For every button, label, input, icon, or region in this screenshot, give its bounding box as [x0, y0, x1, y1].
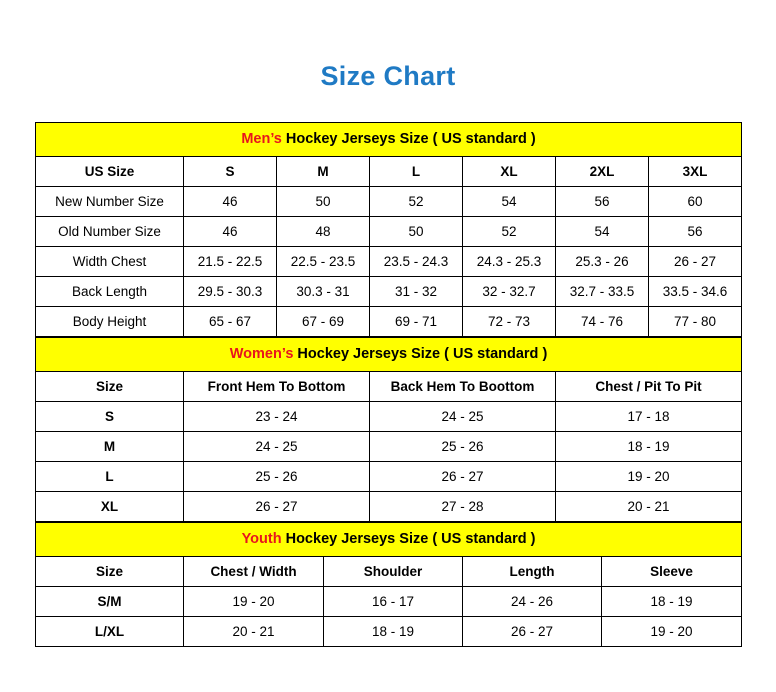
mens-row-1-val-3: 52 [463, 216, 556, 246]
mens-col-2: M [277, 156, 370, 186]
mens-column-header-row [36, 156, 742, 186]
table-row [36, 431, 742, 461]
table-row [36, 246, 742, 276]
youth-row-0-val-1: 16 - 17 [324, 586, 463, 616]
table-row [36, 616, 742, 646]
youth-col-4: Sleeve [602, 556, 742, 586]
mens-row-4-val-0: 65 - 67 [184, 306, 277, 336]
youth-row-1-val-3: 19 - 20 [602, 616, 742, 646]
mens-row-0-label: New Number Size [36, 186, 184, 216]
mens-col-5: 2XL [556, 156, 649, 186]
womens-row-1-val-0: 24 - 25 [184, 431, 370, 461]
table-row [36, 276, 742, 306]
table-row [36, 306, 742, 336]
mens-row-0-val-1: 50 [277, 186, 370, 216]
womens-row-0-val-0: 23 - 24 [184, 401, 370, 431]
youth-heading-accent: Youth [241, 531, 282, 548]
womens-row-2-val-0: 25 - 26 [184, 461, 370, 491]
mens-row-4-val-3: 72 - 73 [463, 306, 556, 336]
mens-col-1: S [184, 156, 277, 186]
mens-row-4-val-4: 74 - 76 [556, 306, 649, 336]
womens-column-header-row [36, 371, 742, 401]
mens-row-3-label: Back Length [36, 276, 184, 306]
mens-size-table [35, 122, 742, 337]
womens-size-table [35, 337, 742, 522]
womens-heading-accent: Women’s [229, 346, 294, 363]
mens-heading-accent: Men’s [241, 131, 282, 148]
youth-col-1: Chest / Width [184, 556, 324, 586]
womens-section-heading-row [36, 337, 742, 371]
youth-section-heading [36, 522, 742, 556]
womens-row-3-label: XL [36, 491, 184, 521]
youth-row-0-val-0: 19 - 20 [184, 586, 324, 616]
womens-row-0-val-1: 24 - 25 [370, 401, 556, 431]
youth-section-heading-row [36, 522, 742, 556]
youth-row-1-label: L/XL [36, 616, 184, 646]
youth-size-table [35, 522, 742, 647]
youth-col-0: Size [36, 556, 184, 586]
mens-row-1-label: Old Number Size [36, 216, 184, 246]
womens-heading-rest: Hockey Jerseys Size ( US standard ) [293, 346, 548, 363]
table-row [36, 586, 742, 616]
womens-row-1-val-2: 18 - 19 [556, 431, 742, 461]
table-row [36, 491, 742, 521]
mens-row-4-val-5: 77 - 80 [649, 306, 742, 336]
mens-row-0-val-0: 46 [184, 186, 277, 216]
table-row [36, 401, 742, 431]
mens-row-2-val-4: 25.3 - 26 [556, 246, 649, 276]
table-row [36, 461, 742, 491]
mens-row-3-val-3: 32 - 32.7 [463, 276, 556, 306]
mens-row-0-val-3: 54 [463, 186, 556, 216]
womens-col-1: Front Hem To Bottom [184, 371, 370, 401]
mens-row-2-label: Width Chest [36, 246, 184, 276]
mens-col-4: XL [463, 156, 556, 186]
youth-row-0-label: S/M [36, 586, 184, 616]
youth-col-2: Shoulder [324, 556, 463, 586]
table-row [36, 216, 742, 246]
mens-row-1-val-2: 50 [370, 216, 463, 246]
womens-row-2-label: L [36, 461, 184, 491]
youth-row-0-val-3: 18 - 19 [602, 586, 742, 616]
mens-row-1-val-0: 46 [184, 216, 277, 246]
page-title: Size Chart [320, 61, 456, 91]
womens-row-3-val-2: 20 - 21 [556, 491, 742, 521]
youth-col-3: Length [463, 556, 602, 586]
table-row [36, 186, 742, 216]
mens-row-3-val-5: 33.5 - 34.6 [649, 276, 742, 306]
mens-row-2-val-2: 23.5 - 24.3 [370, 246, 463, 276]
mens-row-0-val-5: 60 [649, 186, 742, 216]
size-tables-container [35, 122, 741, 647]
womens-col-2: Back Hem To Boottom [370, 371, 556, 401]
mens-row-2-val-0: 21.5 - 22.5 [184, 246, 277, 276]
mens-row-1-val-5: 56 [649, 216, 742, 246]
mens-row-2-val-5: 26 - 27 [649, 246, 742, 276]
mens-row-1-val-1: 48 [277, 216, 370, 246]
youth-heading-rest: Hockey Jerseys Size ( US standard ) [281, 531, 536, 548]
mens-row-2-val-1: 22.5 - 23.5 [277, 246, 370, 276]
womens-row-3-val-1: 27 - 28 [370, 491, 556, 521]
womens-row-1-label: M [36, 431, 184, 461]
mens-row-1-val-4: 54 [556, 216, 649, 246]
womens-row-0-label: S [36, 401, 184, 431]
mens-col-6: 3XL [649, 156, 742, 186]
mens-row-2-val-3: 24.3 - 25.3 [463, 246, 556, 276]
mens-row-0-val-4: 56 [556, 186, 649, 216]
mens-row-4-val-2: 69 - 71 [370, 306, 463, 336]
mens-row-4-label: Body Height [36, 306, 184, 336]
mens-col-0: US Size [36, 156, 184, 186]
womens-row-2-val-2: 19 - 20 [556, 461, 742, 491]
mens-col-3: L [370, 156, 463, 186]
youth-row-1-val-1: 18 - 19 [324, 616, 463, 646]
youth-row-1-val-0: 20 - 21 [184, 616, 324, 646]
mens-section-heading-row [36, 122, 742, 156]
mens-row-3-val-0: 29.5 - 30.3 [184, 276, 277, 306]
mens-row-4-val-1: 67 - 69 [277, 306, 370, 336]
womens-row-2-val-1: 26 - 27 [370, 461, 556, 491]
youth-column-header-row [36, 556, 742, 586]
mens-section-heading [36, 122, 742, 156]
youth-row-0-val-2: 24 - 26 [463, 586, 602, 616]
mens-row-3-val-4: 32.7 - 33.5 [556, 276, 649, 306]
womens-section-heading [36, 337, 742, 371]
youth-row-1-val-2: 26 - 27 [463, 616, 602, 646]
womens-row-1-val-1: 25 - 26 [370, 431, 556, 461]
mens-row-3-val-1: 30.3 - 31 [277, 276, 370, 306]
mens-row-0-val-2: 52 [370, 186, 463, 216]
womens-col-0: Size [36, 371, 184, 401]
womens-row-0-val-2: 17 - 18 [556, 401, 742, 431]
mens-heading-rest: Hockey Jerseys Size ( US standard ) [281, 131, 536, 148]
womens-row-3-val-0: 26 - 27 [184, 491, 370, 521]
mens-row-3-val-2: 31 - 32 [370, 276, 463, 306]
womens-col-3: Chest / Pit To Pit [556, 371, 742, 401]
